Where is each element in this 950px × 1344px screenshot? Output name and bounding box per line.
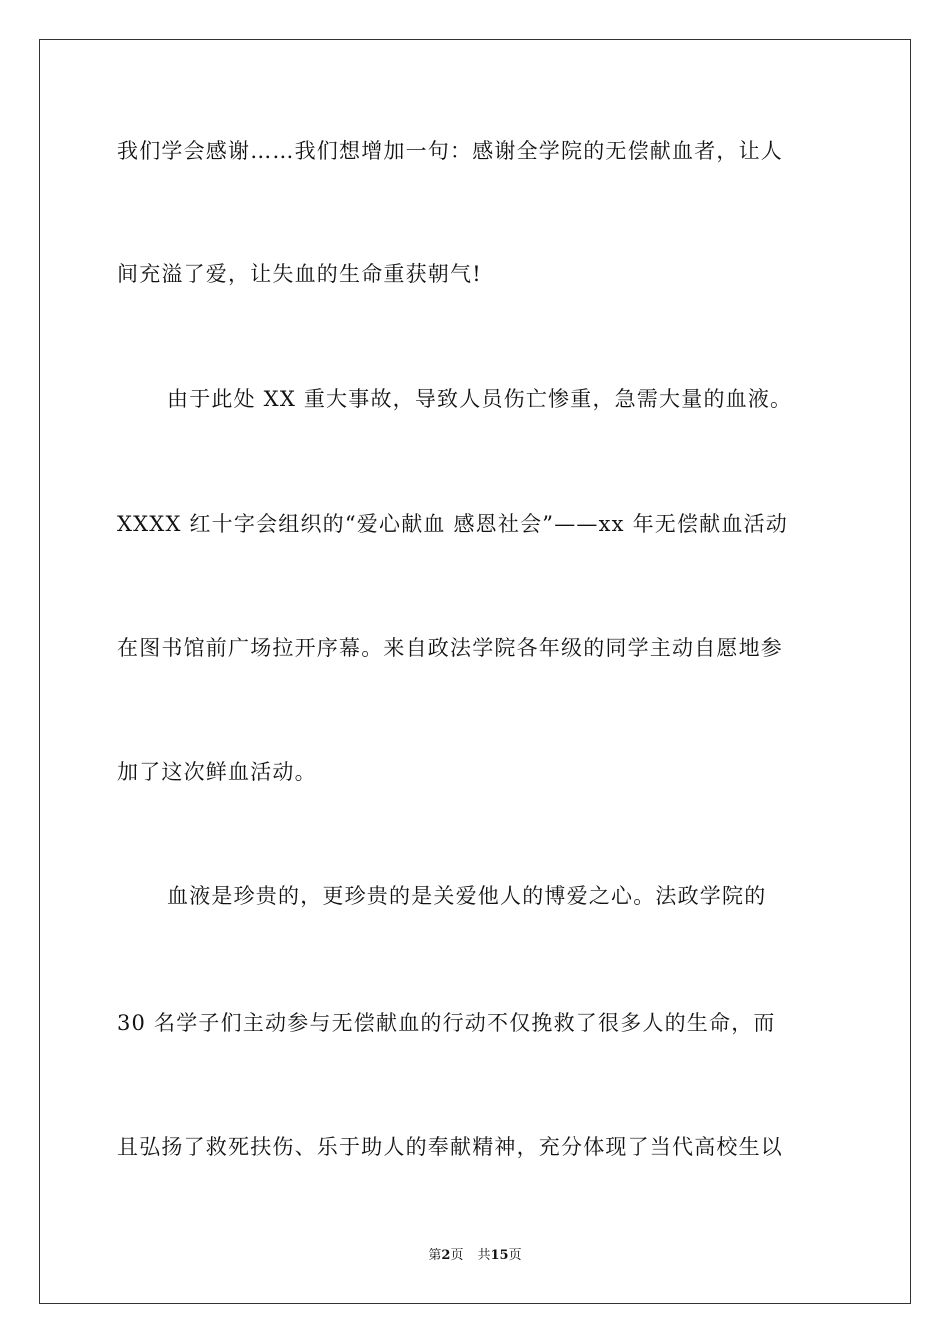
text-line-2: 间充溢了爱，让失血的生命重获朝气! xyxy=(117,262,482,286)
page-border xyxy=(39,39,911,1304)
text-line-1: 我们学会感谢……我们想增加一句：感谢全学院的无偿献血者，让人 xyxy=(117,139,783,163)
text-line-9: 且弘扬了救死扶伤、乐于助人的奉献精神，充分体现了当代高校生以 xyxy=(117,1135,783,1159)
page-prefix: 第 xyxy=(428,1248,442,1263)
text-line-4: XXXX 红十字会组织的“爱心献血 感恩社会”——xx 年无偿献血活动 xyxy=(117,512,788,536)
page-suffix: 页 xyxy=(450,1248,464,1263)
total-suffix: 页 xyxy=(508,1248,522,1263)
text-line-7: 血液是珍贵的，更珍贵的是关爱他人的博爱之心。法政学院的 xyxy=(167,884,767,908)
page-footer xyxy=(0,1247,950,1265)
text-line-6: 加了这次鲜血活动。 xyxy=(117,760,317,784)
page-number: 2 xyxy=(441,1248,451,1263)
total-pages: 15 xyxy=(490,1248,509,1263)
text-line-3: 由于此处 XX 重大事故，导致人员伤亡惨重，急需大量的血液。 xyxy=(167,387,793,411)
total-prefix: 共 xyxy=(477,1248,491,1263)
text-line-5: 在图书馆前广场拉开序幕。来自政法学院各年级的同学主动自愿地参 xyxy=(117,636,783,660)
text-line-8: 30 名学子们主动参与无偿献血的行动不仅挽救了很多人的生命，而 xyxy=(117,1011,776,1035)
